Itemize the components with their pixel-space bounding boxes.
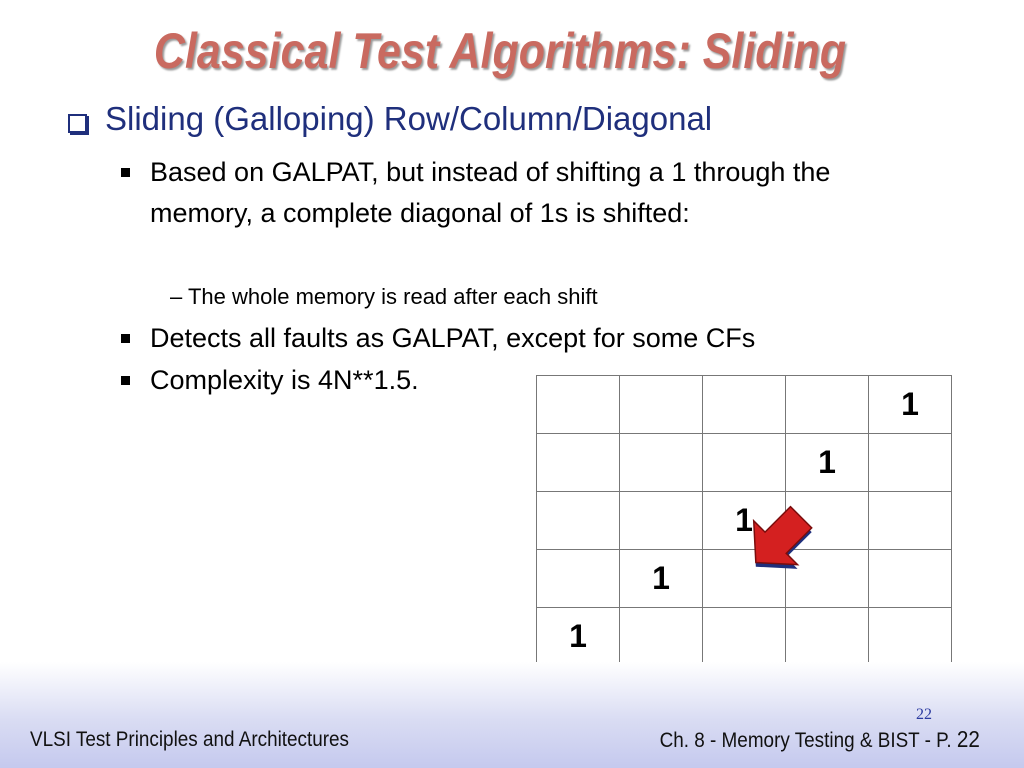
grid-cell: 1 (537, 608, 620, 666)
checkbox-bullet-icon (68, 114, 87, 133)
footer-page: 22 (956, 726, 980, 752)
bullet-1-text: Based on GALPAT, but instead of shifting a 1 through the memory, a complete diagonal of 1s is shifted: (150, 157, 831, 228)
grid-cell (869, 434, 952, 492)
grid-cell (869, 550, 952, 608)
grid-cell (537, 550, 620, 608)
shift-arrow-icon (745, 505, 820, 580)
grid-row (537, 434, 952, 492)
grid-cell (620, 608, 703, 666)
grid-row (537, 550, 952, 608)
square-bullet-icon (121, 168, 130, 177)
page-number-small: 22 (916, 706, 932, 723)
grid-cell (869, 608, 952, 666)
grid-cell (703, 376, 786, 434)
bullet-2-text: Detects all faults as GALPAT, except for some CFs (150, 323, 756, 353)
grid-row (537, 608, 952, 666)
footer-left-text: VLSI Test Principles and Architectures (30, 728, 350, 751)
grid-cell (620, 376, 703, 434)
grid-row (537, 376, 952, 434)
slide-title: Classical Test Algorithms: Sliding (153, 23, 847, 79)
heading-text: Sliding (Galloping) Row/Column/Diagonal (105, 100, 713, 137)
footer-chapter: Ch. 8 - Memory Testing & BIST - P. (659, 729, 952, 752)
grid-cell (703, 434, 786, 492)
grid-cell (537, 492, 620, 550)
heading-item (66, 100, 712, 138)
memory-grid (536, 375, 952, 666)
footer-right-text (660, 726, 980, 753)
grid-cell (620, 492, 703, 550)
grid-cell (869, 492, 952, 550)
grid-cell (537, 434, 620, 492)
sub-bullet: – The whole memory is read after each shift (170, 284, 598, 309)
bullet-3-text: Complexity is 4N**1.5. (150, 365, 419, 395)
grid-cell (786, 376, 869, 434)
grid-cell (537, 376, 620, 434)
square-bullet-icon (121, 376, 130, 385)
grid-cell: 1 (620, 550, 703, 608)
square-bullet-icon (121, 334, 130, 343)
grid-cell (703, 608, 786, 666)
grid-cell (620, 434, 703, 492)
grid-cell: 1 (786, 434, 869, 492)
bullet-2 (118, 318, 908, 359)
grid-row (537, 492, 952, 550)
grid-cell (786, 608, 869, 666)
bullet-1 (118, 152, 908, 234)
grid-cell: 1 (703, 492, 786, 550)
grid-cell: 1 (869, 376, 952, 434)
